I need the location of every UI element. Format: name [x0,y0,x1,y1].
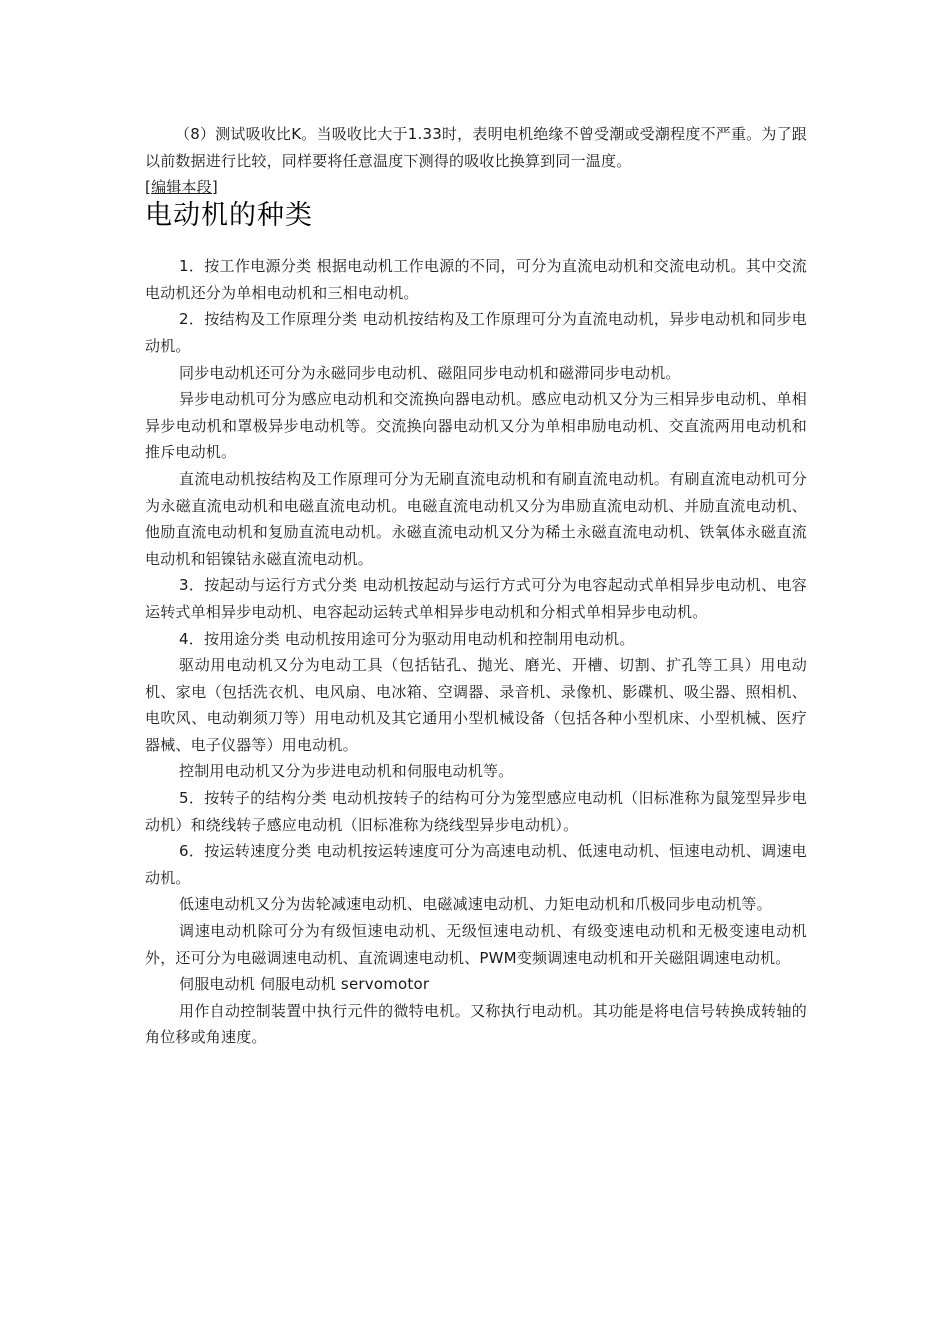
paragraph-asynchronous-motors: 异步电动机可分为感应电动机和交流换向器电动机。感应电动机又分为三相异步电动机、单相异步电动机和罩极异步电动机等。交流换向器电动机又分为单相串励电动机、交直流两用电动机和推斥电动机。 [145,390,807,462]
paragraph-drive-motors: 驱动用电动机又分为电动工具（包括钻孔、抛光、磨光、开槽、切割、扩孔等工具）用电动机、家电（包括洗衣机、电风扇、电冰箱、空调器、录音机、录像机、影碟机、吸尘器、照相机、电吹风、电动剃须刀等）用电动机及其它通用小型机械设备（包括各种小型机床、小型机械、医疗器械、电子仪器等）用电动机。 [145,656,807,754]
paragraph-servomotor-title: 伺服电动机 伺服电动机 servomotor [179,975,430,994]
intro-paragraph: （8）测试吸收比K。当吸收比大于1.33时，表明电机绝缘不曾受潮或受潮程度不严重。为了跟以前数据进行比较，同样要将任意温度下测得的吸收比换算到同一温度。 [145,125,807,170]
paragraph-synchronous-motors: 同步电动机还可分为永磁同步电动机、磁阻同步电动机和磁滞同步电动机。 [179,363,681,382]
paragraph-control-motors: 控制用电动机又分为步进电动机和伺服电动机等。 [179,762,514,781]
paragraph-low-speed-motors: 低速电动机又分为齿轮减速电动机、电磁减速电动机、力矩电动机和爪极同步电动机等。 [179,895,772,914]
paragraph-classification-by-rotor: 5．按转子的结构分类 电动机按转子的结构可分为笼型感应电动机（旧标准称为鼠笼型异步电动机）和绕线转子感应电动机（旧标准称为绕线型异步电动机）。 [145,789,807,834]
paragraph-variable-speed-motors: 调速电动机除可分为有级恒速电动机、无级恒速电动机、有级变速电动机和无极变速电动机外，还可分为电磁调速电动机、直流调速电动机、PWM变频调速电动机和开关磁阻调速电动机。 [145,922,807,967]
edit-link-open-bracket: [ [145,178,152,197]
edit-section-link-wrapper [145,177,807,197]
paragraph-servomotor-definition: 用作自动控制装置中执行元件的微特电机。又称执行电动机。其功能是将电信号转换成转轴的角位移或角速度。 [145,1001,807,1047]
paragraph-classification-by-speed: 6．按运转速度分类 电动机按运转速度可分为高速电动机、低速电动机、恒速电动机、调速电动机。 [145,842,807,887]
edit-section-link[interactable]: 编辑本段 [151,178,212,197]
section-body [145,253,807,1051]
paragraph-classification-by-structure: 2．按结构及工作原理分类 电动机按结构及工作原理可分为直流电动机，异步电动机和同步电动机。 [145,310,807,355]
paragraph-dc-motors: 直流电动机按结构及工作原理可分为无刷直流电动机和有刷直流电动机。有刷直流电动机可分为永磁直流电动机和电磁直流电动机。电磁直流电动机又分为串励直流电动机、并励直流电动机、他励直流电动机和复励直流电动机。永磁直流电动机又分为稀土永磁直流电动机、铁氧体永磁直流电动机和铝镍钴永磁直流电动机。 [145,469,807,568]
section-title: 电动机的种类 [145,200,313,232]
document-page [145,121,807,1051]
paragraph-classification-by-use: 4．按用途分类 电动机按用途可分为驱动用电动机和控制用电动机。 [179,629,635,648]
paragraph-classification-by-power: 1．按工作电源分类 根据电动机工作电源的不同，可分为直流电动机和交流电动机。其中交流电动机还分为单相电动机和三相电动机。 [145,257,807,302]
paragraph-classification-by-starting: 3．按起动与运行方式分类 电动机按起动与运行方式可分为电容起动式单相异步电动机、电容运转式单相异步电动机、电容起动运转式单相异步电动机和分相式单相异步电动机。 [145,576,807,621]
edit-link-close-bracket: ] [211,178,218,197]
